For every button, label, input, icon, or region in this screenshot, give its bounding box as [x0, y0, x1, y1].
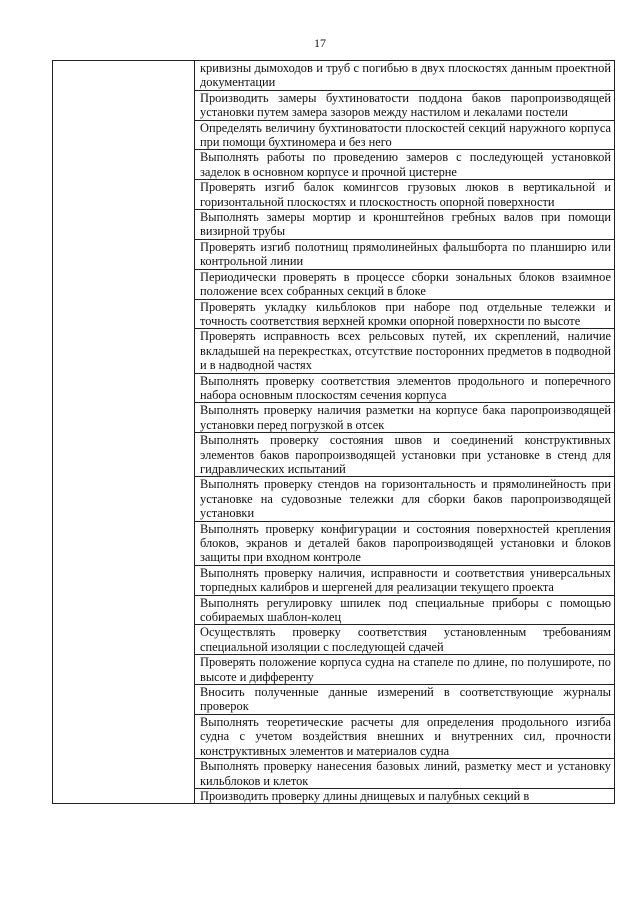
table-body: [53, 61, 615, 804]
work-function-cell: Выполнять регулировку шпилек под специальные приборы с помощью собираемых шаблон-колец: [195, 595, 615, 625]
work-function-cell: Выполнять работы по проведению замеров с последующей установкой заделок в основном корпусе и прочной цистерне: [195, 150, 615, 180]
work-function-cell: Определять величину бухтиноватости плоскостей секций наружного корпуса при помощи бухтиномера и без него: [195, 120, 615, 150]
work-function-cell: Выполнять проверку состояния швов и соединений конструктивных элементов баков паропроизводящей установки при установке в стенд для гидравлических испытаний: [195, 433, 615, 477]
work-function-cell: Проверять изгиб полотнищ прямолинейных фальшборта по планширю или контрольной линии: [195, 239, 615, 269]
work-function-cell: Выполнять проверку нанесения базовых линий, разметку мест и установку кильблоков и клеток: [195, 759, 615, 789]
page-number: 17: [314, 36, 326, 50]
work-function-cell: Проверять изгиб балок комингсов грузовых люков в вертикальной и горизонтальной плоскостях и плоскостность опорной поверхности: [195, 180, 615, 210]
work-function-cell: Выполнять проверку наличия, исправности и соответствия универсальных торпедных калибров и шергеней для реализации текущего проекта: [195, 565, 615, 595]
table-row: [53, 61, 615, 91]
work-function-cell: Вносить полученные данные измерений в соответствующие журналы проверок: [195, 685, 615, 715]
work-function-cell: Выполнять проверку конфигурации и состояния поверхностей крепления блоков, экранов и деталей баков паропроизводящей установки и блоков защиты при входном контроле: [195, 521, 615, 565]
work-function-cell: Выполнять проверку стендов на горизонтальность и прямолинейность при установке на судовозные тележки для сборки баков паропроизводящей установки: [195, 477, 615, 521]
work-function-cell: Выполнять проверку наличия разметки на корпусе бака паропроизводящей установки перед погрузкой в отсек: [195, 403, 615, 433]
work-function-cell: Проверять укладку кильблоков при наборе под отдельные тележки и точность соответствия верхней кромки опорной поверхности по высоте: [195, 299, 615, 329]
work-function-cell: Выполнять проверку соответствия элементов продольного и поперечного набора основным плоскостям сечения корпуса: [195, 373, 615, 403]
work-function-cell: Выполнять замеры мортир и кронштейнов гребных валов при помощи визирной трубы: [195, 210, 615, 240]
work-function-cell: Производить замеры бухтиноватости поддона баков паропроизводящей установки путем замера зазоров между настилом и лекалами постели: [195, 90, 615, 120]
work-function-cell: кривизны дымоходов и труб с погибью в двух плоскостях данным проектной документации: [195, 61, 615, 91]
work-function-cell: Осуществлять проверку соответствия установленным требованиям специальной изоляции с последующей сдачей: [195, 625, 615, 655]
work-function-cell: Проверять положение корпуса судна на стапеле по длине, по полушироте, по высоте и дифференту: [195, 655, 615, 685]
work-function-cell: Производить проверку длины днищевых и палубных секций в: [195, 788, 615, 803]
work-functions-table: [52, 60, 615, 804]
work-function-cell: Проверять исправность всех рельсовых путей, их скреплений, наличие вкладышей на перекрестках, отсутствие посторонних предметов в подводной и в надводной частях: [195, 329, 615, 373]
work-function-cell: Выполнять теоретические расчеты для определения продольного изгиба судна с учетом воздействия внешних и внутренних сил, прочности конструктивных элементов и материалов судна: [195, 714, 615, 758]
left-column-cell: [53, 61, 195, 804]
work-function-cell: Периодически проверять в процессе сборки зональных блоков взаимное положение всех собранных секций в блоке: [195, 269, 615, 299]
